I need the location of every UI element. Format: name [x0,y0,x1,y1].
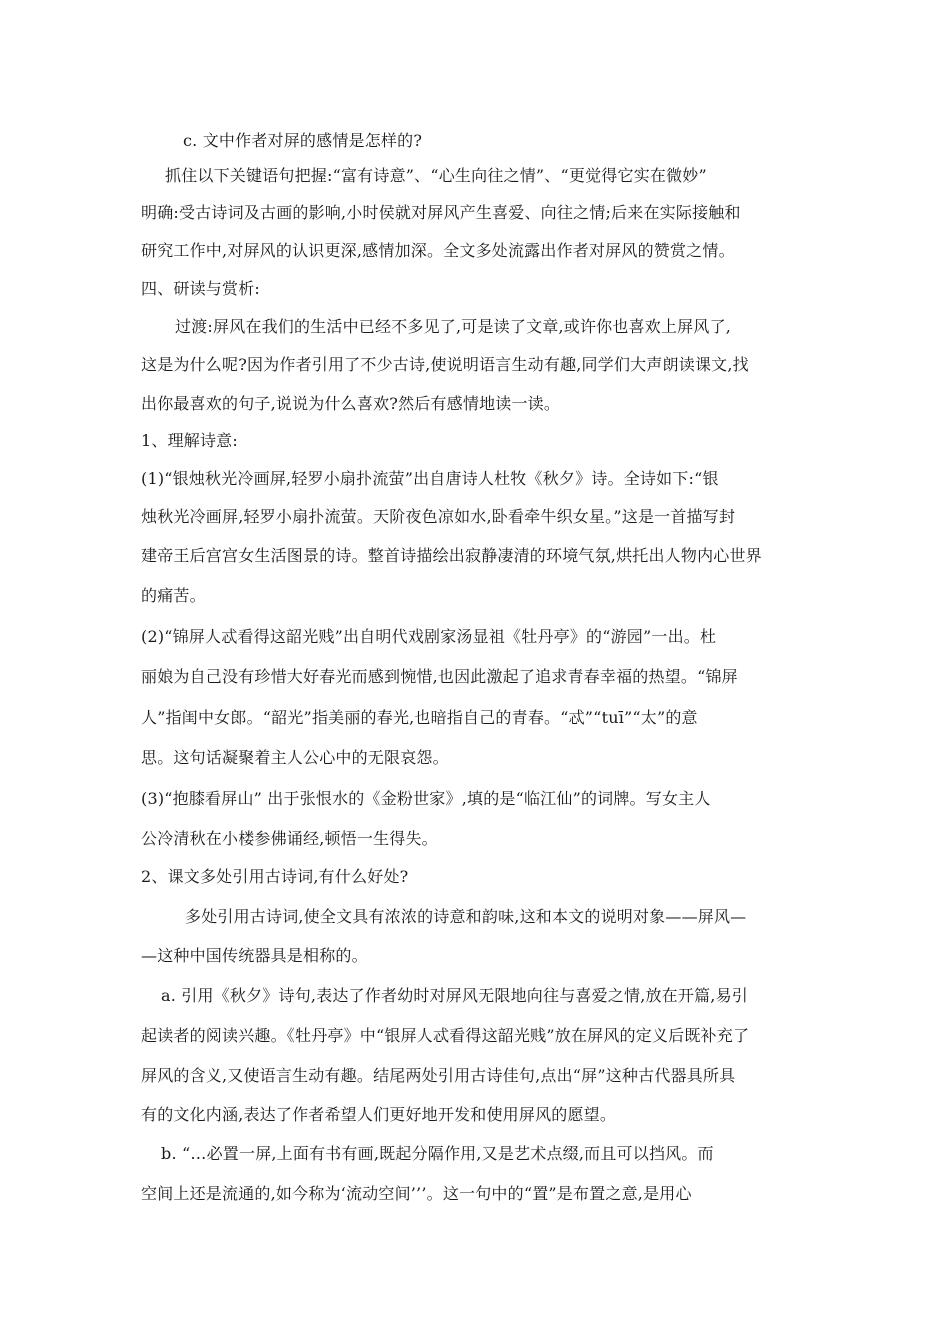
point-a-line-3: 屏风的含义,又使语言生动有趣。结尾两处引用古诗佳句,点出“屏”这种古代器具所具 [141,1066,736,1085]
clarification-line-2: 研究工作中,对屏风的认识更深,感情加深。全文多处流露出作者对屏风的赞赏之情。 [141,241,735,260]
poem-3-line-2: 公冷清秋在小楼参佛诵经,顿悟一生得失。 [141,829,438,848]
poem-1-line-4: 的痛苦。 [141,586,206,605]
question-c: c. 文中作者对屏的感情是怎样的? [183,131,423,150]
poem-1-line-2: 烛秋光冷画屏,轻罗小扇扑流萤。天阶夜色凉如水,卧看牵牛织女星。”这是一首描写封 [141,507,736,526]
poem-1-line-1: (1)“银烛秋光冷画屏,轻罗小扇扑流萤”出自唐诗人杜牧《秋夕》诗。全诗如下:“银 [141,469,719,488]
poem-2-line-3: 人”指闺中女郎。“韶光”指美丽的春光,也暗指自己的青春。“忒”“tuī”“太”的意 [141,708,698,727]
clarification-line-1: 明确:受古诗词及古画的影响,小时侯就对屏风产生喜爱、向往之情;后来在实际接触和 [141,203,741,222]
key-phrases: 抓住以下关键语句把握:“富有诗意”、“心生向往之情”、“更觉得它实在微妙” [165,166,707,185]
transition-line-3: 出你最喜欢的句子,说说为什么喜欢?然后有感情地读一读。 [141,394,561,413]
poem-2-line-2: 丽娘为自己没有珍惜大好春光而感到惋惜,也因此激起了追求青春幸福的热望。“锦屏 [141,667,738,686]
poem-1-line-3: 建帝王后宫宫女生活图景的诗。整首诗描绘出寂静凄清的环境气氛,烘托出人物内心世界 [141,546,762,565]
transition-line-1: 过渡:屏风在我们的生活中已经不多见了,可是读了文章,或许你也喜欢上屏风了, [175,317,732,336]
section-heading-4: 四、研读与赏析: [141,279,260,298]
point-a-line-1: a. 引用《秋夕》诗句,表达了作者幼时对屏风无限地向往与喜爱之情,放在开篇,易引 [161,986,748,1005]
benefit-line-2: —这种中国传统器具是相称的。 [141,946,368,965]
point-a-line-4: 有的文化内涵,表达了作者希望人们更好地开发和使用屏风的愿望。 [141,1105,617,1124]
subheading-2: 2、课文多处引用古诗词,有什么好处? [141,867,409,886]
subheading-1: 1、理解诗意: [141,431,238,450]
poem-3-line-1: (3)“抱膝看屏山” 出于张恨水的《金粉世家》,填的是“临江仙”的词牌。写女主人 [141,789,711,808]
poem-2-line-1: (2)“锦屏人忒看得这韶光贱”出自明代戏剧家汤显祖《牡丹亭》的“游园”一出。杜 [141,627,717,646]
transition-line-2: 这是为什么呢?因为作者引用了不少古诗,使说明语言生动有趣,同学们大声朗读课文,找 [141,355,749,374]
point-b-line-1: b. “…必置一屏,上面有书有画,既起分隔作用,又是艺术点缀,而且可以挡风。而 [161,1144,714,1163]
point-b-line-2: 空间上还是流通的,如今称为‘流动空间’’’。这一句中的“置”是布置之意,是用心 [141,1184,692,1203]
poem-2-line-4: 思。这句话凝聚着主人公心中的无限哀怨。 [141,748,449,767]
benefit-line-1: 多处引用古诗词,使全文具有浓浓的诗意和韵味,这和本文的说明对象——屏风— [185,907,747,926]
point-a-line-2: 起读者的阅读兴趣。《牡丹亭》中“银屏人忒看得这韶光贱”放在屏风的定义后既补充了 [141,1026,750,1045]
